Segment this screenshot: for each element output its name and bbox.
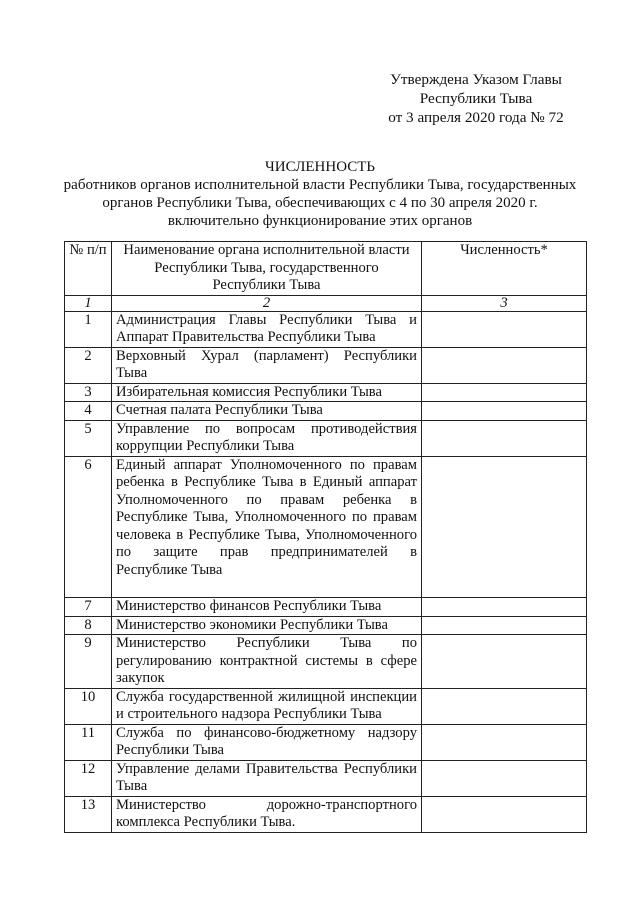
heading-line-1: работников органов исполнительной власти Республики Тыва, государственных [63,177,577,193]
row-number: 9 [65,635,112,689]
organ-name: Министерство дорожно-транспортного комплекса Республики Тыва. [112,796,422,832]
staff-count-cell [422,311,587,347]
row-number: 1 [65,311,112,347]
organ-name: Служба по финансово-бюджетному надзору Республики Тыва [112,724,422,760]
staff-count-cell [422,420,587,456]
staff-count-cell [422,402,587,421]
table-row [65,760,587,796]
staff-count-cell [422,456,587,598]
staff-count-cell [422,760,587,796]
table-row [65,456,587,598]
column-index: 2 [112,295,422,311]
table-row [65,420,587,456]
row-number: 3 [65,383,112,402]
staff-count-cell [422,796,587,832]
table-row [65,635,587,689]
organ-name: Верховный Хурал (парламент) Республики Тыва [112,347,422,383]
staff-count-cell [422,598,587,617]
table-row [65,688,587,724]
staff-count-cell [422,635,587,689]
heading-line-2: органов Республики Тыва, обеспечивающих с 4 по 30 апреля 2020 г. [102,195,538,211]
header-number: № п/п [65,242,112,296]
organ-name: Избирательная комиссия Республики Тыва [112,383,422,402]
staff-count-cell [422,383,587,402]
organ-name: Администрация Главы Республики Тыва и Аппарат Правительства Республики Тыва [112,311,422,347]
approval-line-3: от 3 апреля 2020 года № 72 [388,109,564,126]
staff-count-cell [422,724,587,760]
row-number: 10 [65,688,112,724]
row-number: 13 [65,796,112,832]
organ-name: Счетная палата Республики Тыва [112,402,422,421]
row-number: 5 [65,420,112,456]
row-number: 11 [65,724,112,760]
organ-name: Министерство экономики Республики Тыва [112,616,422,635]
organ-name: Управление по вопросам противодействия коррупции Республики Тыва [112,420,422,456]
document-heading [40,158,600,230]
heading-line-3: включительно функционирование этих органов [167,213,473,229]
organ-name: Служба государственной жилищной инспекции и строительного надзора Республики Тыва [112,688,422,724]
table-row [65,347,587,383]
column-index: 1 [65,295,112,311]
header-count: Численность* [422,242,587,296]
staff-count-cell [422,616,587,635]
organ-name: Министерство Республики Тыва по регулированию контрактной системы в сфере закупок [112,635,422,689]
organ-name: Министерство финансов Республики Тыва [112,598,422,617]
table-row [65,311,587,347]
approval-stamp [360,70,592,127]
staff-count-cell [422,688,587,724]
row-number: 4 [65,402,112,421]
table-row [65,383,587,402]
column-index-row [65,295,587,311]
row-number: 7 [65,598,112,617]
organ-name: Единый аппарат Уполномоченного по правам ребенка в Республике Тыва в Единый аппарат Уполномоченного по правам ребенка в Республике Тыва, Уполномоченного по правам человека в Республике Тыва, Уполномоченного по защите прав предпринимателей в Республике Тыва [112,456,422,598]
row-number: 6 [65,456,112,598]
table-row [65,598,587,617]
approval-line-2: Республики Тыва [419,90,533,107]
header-name: Наименование органа исполнительной власти Республики Тыва, государственного Республики Тыва [112,242,422,296]
column-index: 3 [422,295,587,311]
staff-count-cell [422,347,587,383]
staff-count-table [64,241,587,833]
table-row [65,724,587,760]
row-number: 2 [65,347,112,383]
organ-name: Управление делами Правительства Республики Тыва [112,760,422,796]
table-row [65,796,587,832]
table-row [65,616,587,635]
approval-line-1: Утверждена Указом Главы [390,71,562,88]
row-number: 12 [65,760,112,796]
table-header-row [65,242,587,296]
table-row [65,402,587,421]
row-number: 8 [65,616,112,635]
document-title: ЧИСЛЕННОСТЬ [264,159,375,175]
